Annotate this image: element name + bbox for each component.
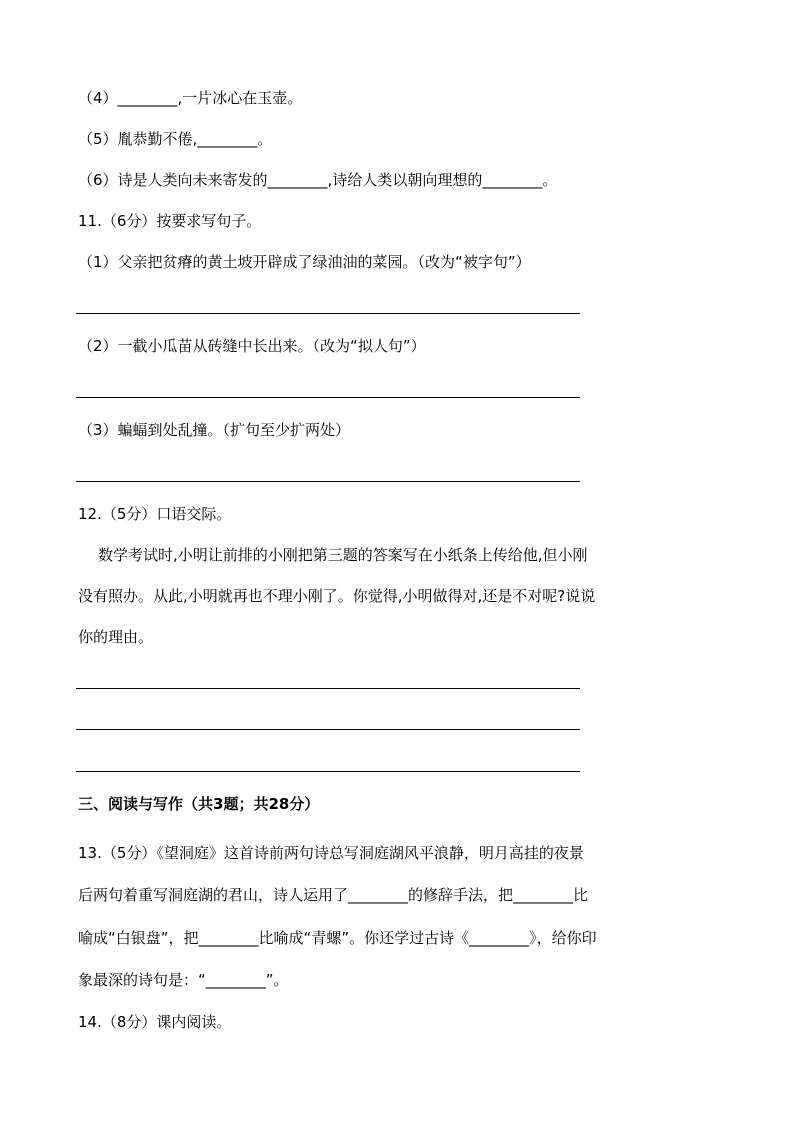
q11-item-1: （1）父亲把贫瘠的黄土坡开辟成了绿油油的菜园。（改为“被字句”） [78, 253, 531, 271]
q13-line: 象最深的诗句是：“________”。 [78, 971, 289, 989]
q10-item-5: （5）胤恭勤不倦,________。 [78, 130, 273, 148]
answer-line[interactable] [76, 729, 580, 730]
q12-passage-line: 你的理由。 [78, 628, 154, 646]
answer-line[interactable] [76, 688, 580, 689]
q12-passage-line: 没有照办。从此,小明就再也不理小刚了。你觉得,小明做得对,还是不对呢?说说 [78, 587, 596, 605]
section-3-heading: 三、阅读与写作（共3题；共28分） [78, 795, 320, 813]
q13-line: 后两句着重写洞庭湖的君山，诗人运用了________的修辞手法，把________比 [78, 886, 589, 904]
answer-line[interactable] [76, 481, 580, 482]
q10-item-4: （4）________,一片冰心在玉壶。 [78, 89, 303, 107]
answer-line[interactable] [76, 397, 580, 398]
q10-item-6: （6）诗是人类向未来寄发的________,诗给人类以朝向理想的________。 [78, 171, 558, 189]
answer-line[interactable] [76, 771, 580, 772]
q11-item-3: （3）蝙蝠到处乱撞。（扩句至少扩两处） [78, 421, 351, 439]
q11-item-2: （2）一截小瓜苗从砖缝中长出来。（改为“拟人句”） [78, 337, 426, 355]
q12-heading: 12.（5分）口语交际。 [78, 505, 232, 523]
answer-line[interactable] [76, 313, 580, 314]
q13-line: 13.（5分）《望洞庭》这首诗前两句诗总写洞庭湖风平浪静，明月高挂的夜景 [78, 844, 584, 862]
q14-heading: 14.（8分）课内阅读。 [78, 1013, 232, 1031]
q12-passage-line: 数学考试时,小明让前排的小刚把第三题的答案写在小纸条上传给他,但小刚 [98, 546, 588, 564]
q13-line: 喻成“白银盘”，把________比喻成“青螺”。你还学过古诗《________》，给你印 [78, 929, 597, 947]
q11-heading: 11.（6分）按要求写句子。 [78, 212, 262, 230]
